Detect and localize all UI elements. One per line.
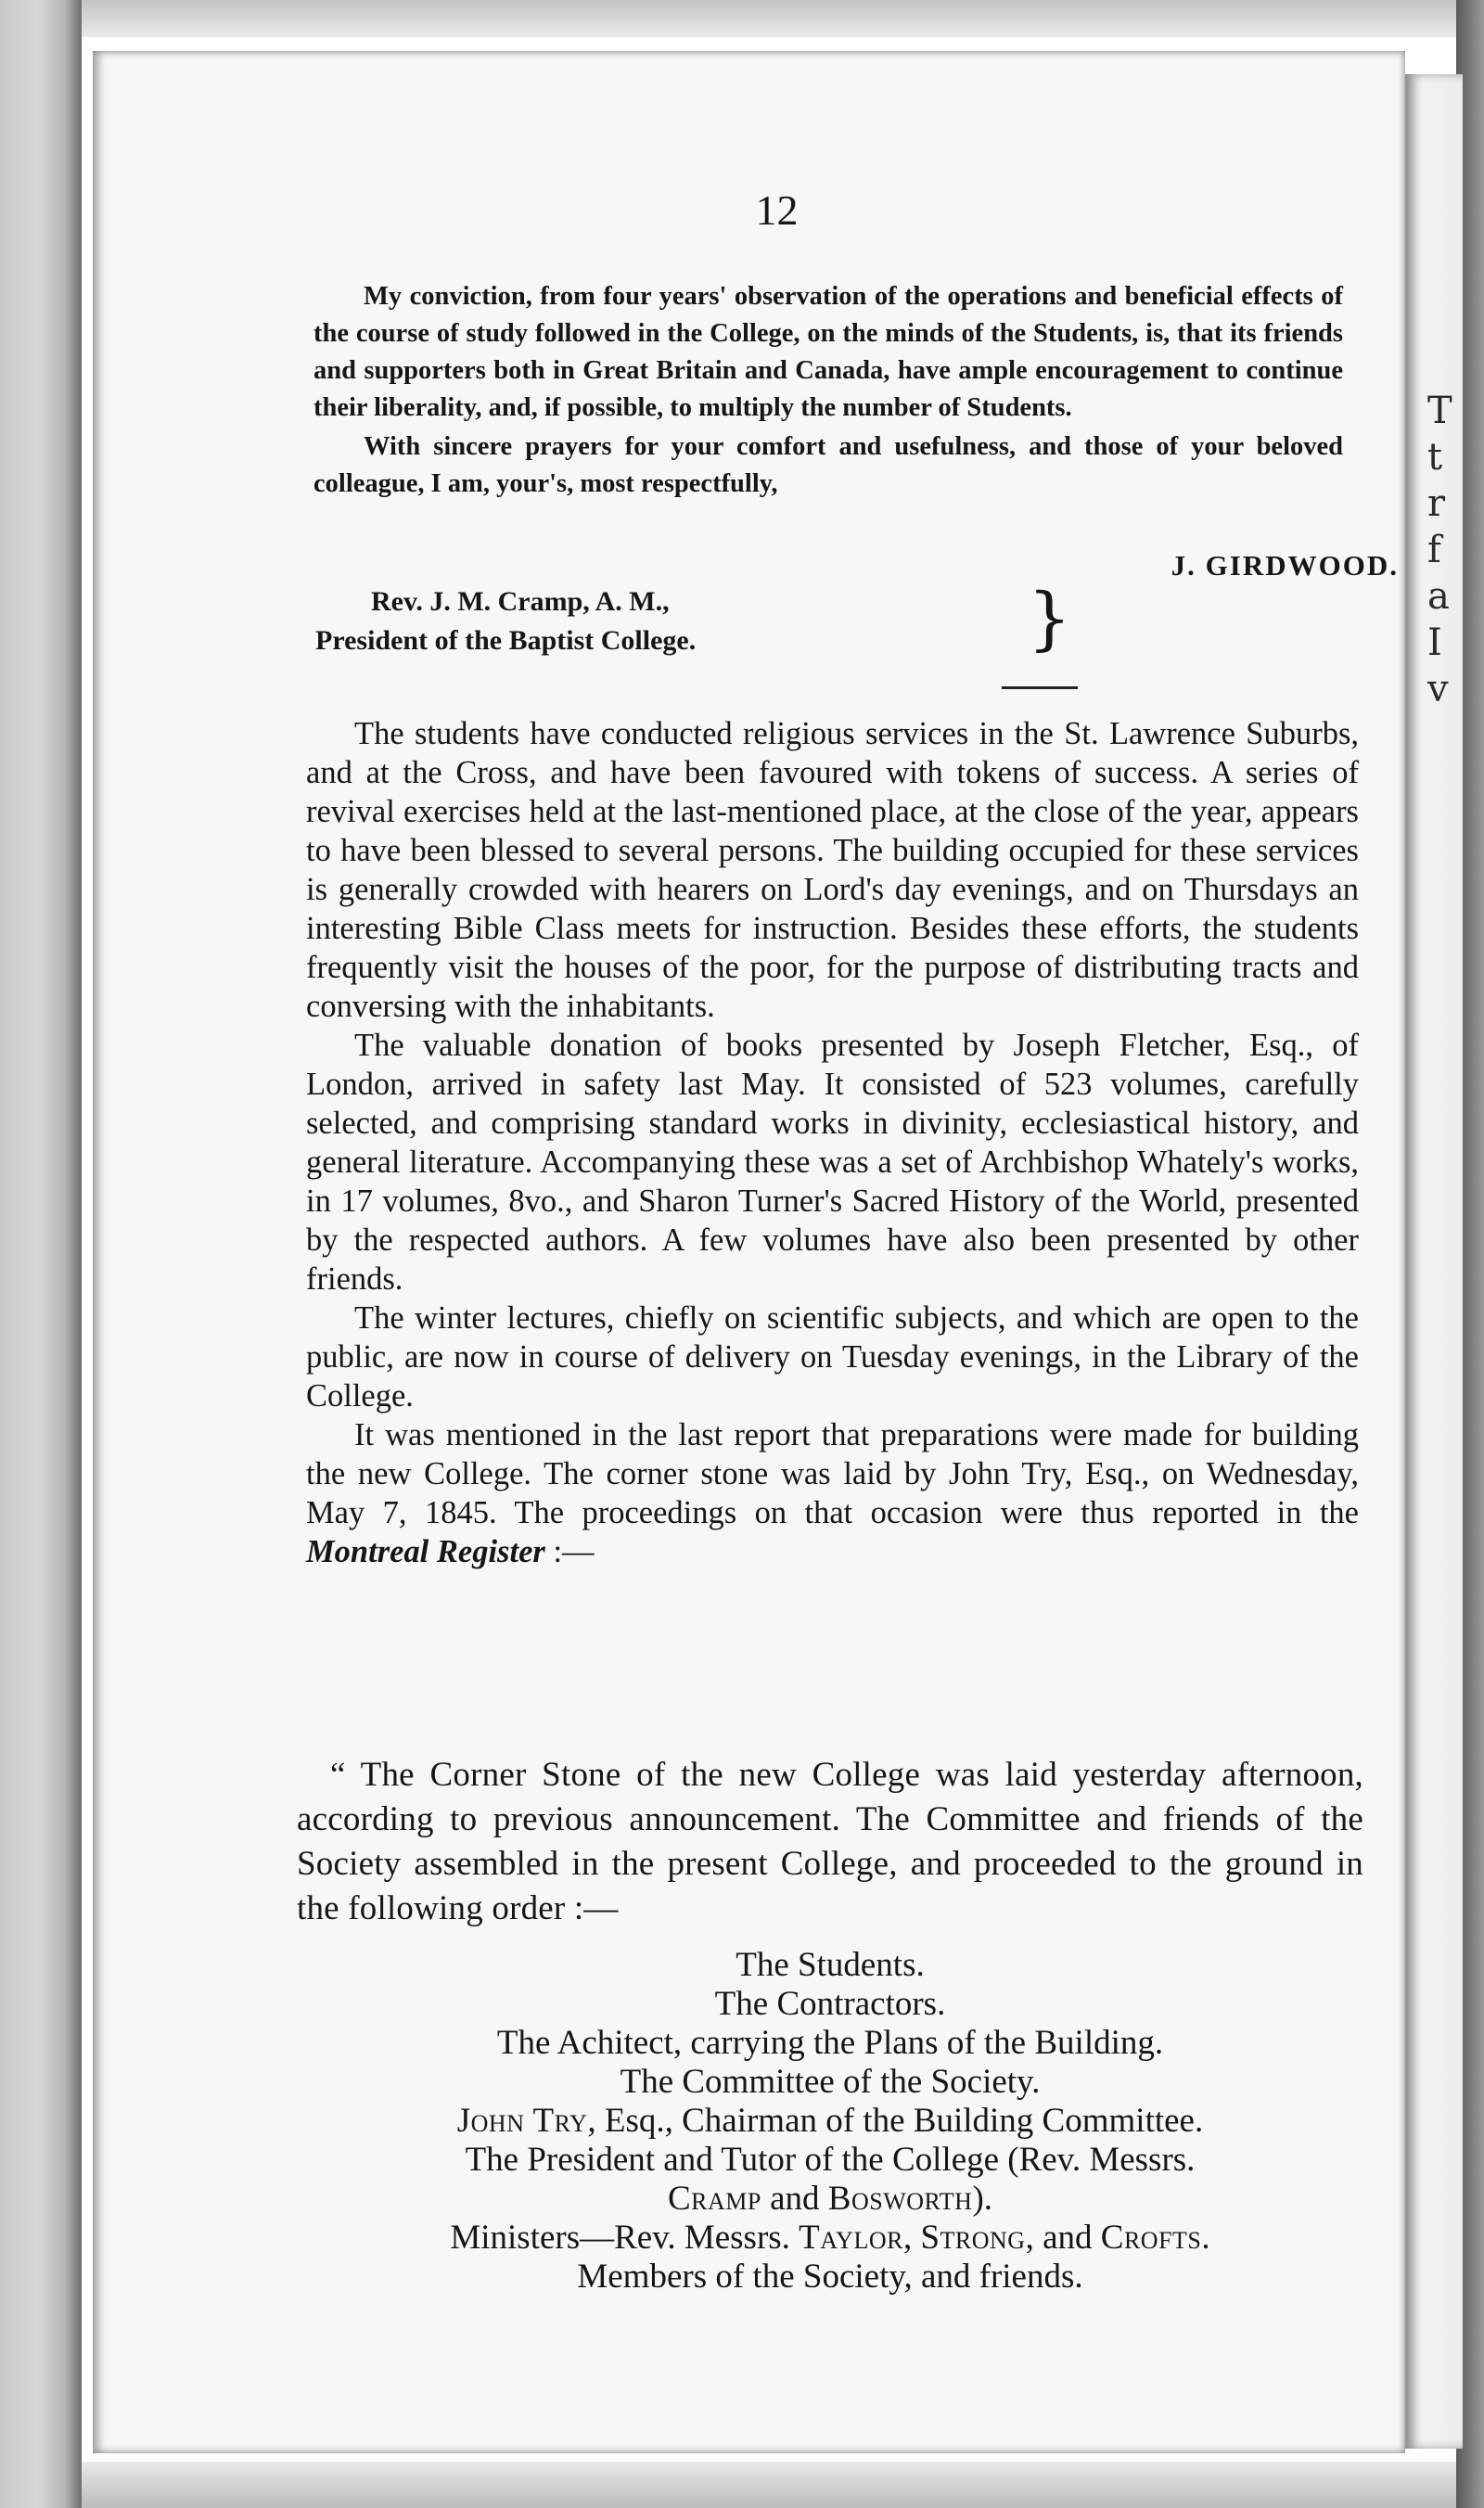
page-number: 12 [755, 186, 799, 234]
procession-name: Strong [920, 2219, 1026, 2257]
cornerstone-text: It was mentioned in the last report that preparations were made for building the new College. The corner stone was laid by John Try, Esq., on Wednesday, May 7, 1845. The proceedings on that occasion were thus reported in the [306, 1417, 1359, 1530]
adjacent-page-glyph: f [1427, 529, 1441, 571]
procession-name: John Try [456, 2102, 588, 2140]
procession-line: The Contractors. [714, 1985, 946, 2023]
procession-text: . [1201, 2219, 1210, 2257]
procession-name: Bosworth [827, 2180, 973, 2218]
adjacent-page-glyph: t [1427, 436, 1443, 479]
procession-text: , and [1025, 2219, 1101, 2257]
adjacent-page-glyph: v [1427, 668, 1449, 710]
procession-list [297, 1946, 1363, 2297]
procession-name: Cramp [667, 2180, 761, 2218]
report-body [306, 714, 1359, 1571]
procession-text: , Esq., Chairman of the Building Committee. [587, 2102, 1204, 2140]
adjacent-page-glyph: r [1427, 482, 1446, 525]
procession-text: ). [972, 2180, 993, 2218]
procession-line [297, 2180, 1363, 2219]
addressee-name: Rev. J. M. Cramp, A. M., [371, 586, 670, 617]
procession-line: The Achitect, carrying the Plans of the Building. [496, 2024, 1164, 2062]
quoted-report [297, 1753, 1363, 1931]
adjacent-page-glyph: a [1427, 575, 1450, 618]
report-paragraph-services: The students have conducted religious services in the St. Lawrence Suburbs, and at the Cross, and have been favoured with tokens of success. A series of revival exercises held at the last-mentioned place, at the close of the year, appears to have been blessed to several persons. The building occupied for these services is generally crowded with hearers on Lord's day evenings, and on Thursdays an interesting Bible Class meets for instruction. Besides these efforts, the students frequently visit the houses of the poor, for the purpose of distributing tracts and conversing with the inhabitants. [306, 716, 1359, 1024]
section-divider [1002, 686, 1078, 689]
brace-glyph: } [1028, 579, 1072, 659]
letter-addressee [315, 582, 696, 660]
procession-name: Crofts [1100, 2219, 1202, 2257]
procession-line [297, 2219, 1363, 2258]
procession-line: Members of the Society, and friends. [577, 2258, 1083, 2296]
procession-line [297, 2102, 1363, 2141]
procession-text: , [902, 2219, 921, 2257]
addressee-title: President of the Baptist College. [315, 625, 697, 656]
report-paragraph-donation: The valuable donation of books presented by Joseph Fletcher, Esq., of London, arrived in safety last May. It consisted of 523 volumes, carefully selected, and comprising standard works in divinity, ecclesiastical history, and general literature. Accompanying these was a set of Archbishop Whately's works, in 17 volumes, 8vo., and Sharon Turner's Sacred History of the World, presented by the respected authors. A few volumes have also been presented by other friends. [306, 1028, 1359, 1297]
adjacent-page-glyph: T [1427, 390, 1452, 432]
report-paragraph-lectures: The winter lectures, chiefly on scientific subjects, and which are open to the public, are now in course of delivery on Tuesday evenings, in the Library of the College. [306, 1300, 1359, 1414]
film-border-left [0, 0, 82, 2508]
quote-paragraph: “ The Corner Stone of the new College was laid yesterday afternoon, according to previous announcement. The Committee and friends of the Society assembled in the present College, and proceeded to the ground in the following order :— [297, 1756, 1363, 1927]
letter-body [313, 278, 1343, 503]
procession-line: The Students. [736, 1946, 925, 1984]
report-paragraph-cornerstone [306, 1415, 1359, 1571]
letter-paragraph: With sincere prayers for your comfort and usefulness, and those of your beloved colleague, I am, your's, most respectfully, [313, 432, 1343, 498]
newspaper-title: Montreal Register [306, 1534, 545, 1569]
page-text-region [213, 0, 1399, 2508]
adjacent-page-glyph: I [1427, 621, 1442, 664]
procession-text: and [761, 2180, 828, 2218]
adjacent-page-edge [1405, 74, 1463, 2449]
procession-line: The President and Tutor of the College (Rev. Messrs. [465, 2141, 1196, 2179]
letter-signature: J. GIRDWOOD. [1171, 549, 1399, 582]
newspaper-suffix: :— [553, 1534, 595, 1569]
procession-name: Taylor [799, 2219, 903, 2257]
procession-text: Ministers—Rev. Messrs. [450, 2219, 800, 2257]
letter-paragraph: My conviction, from four years' observation of the operations and beneficial effects of the course of study followed in the College, on the minds of the Students, is, that its friends and supporters both in Great Britain and Canada, have ample encouragement to continue their liberality, and, if possible, to multiply the number of Students. [313, 282, 1343, 422]
procession-line: The Committee of the Society. [620, 2063, 1041, 2101]
